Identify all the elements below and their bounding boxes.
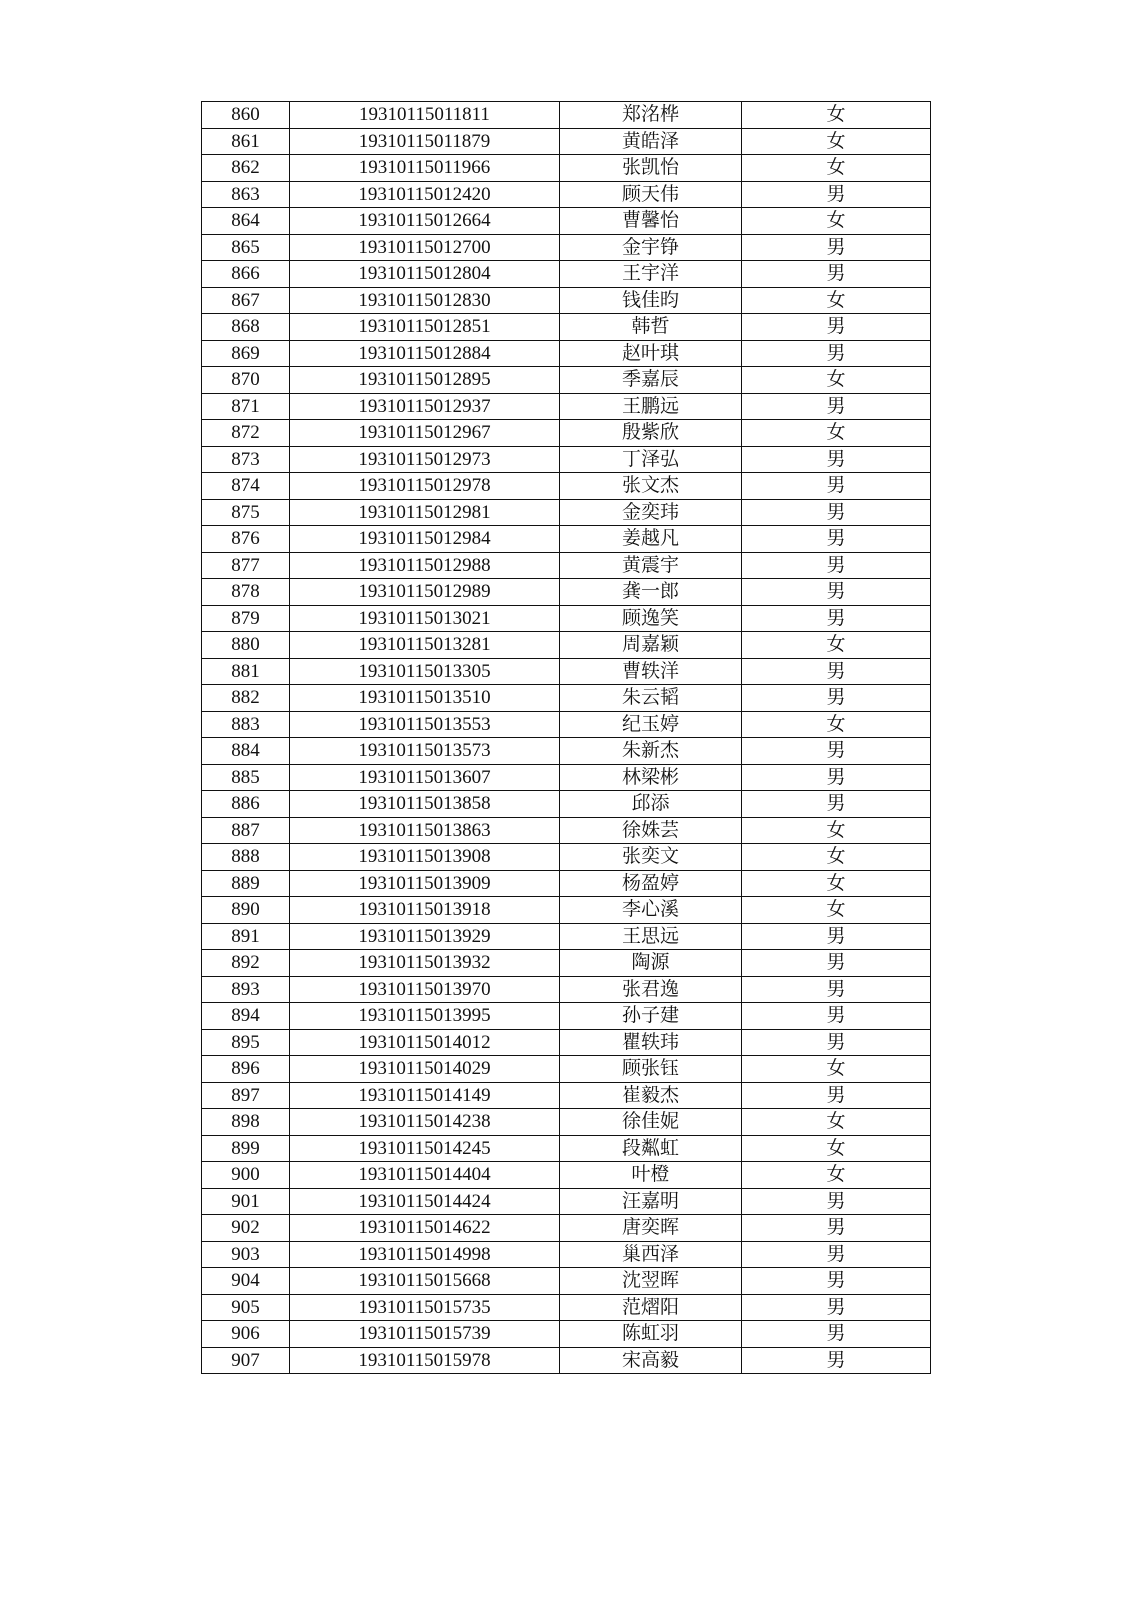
seq-cell: 895 (202, 1029, 290, 1056)
seq-cell: 877 (202, 552, 290, 579)
gender-cell: 男 (742, 976, 931, 1003)
exam-id-cell: 19310115013607 (290, 764, 560, 791)
name-cell: 季嘉辰 (560, 367, 742, 394)
seq-cell: 868 (202, 314, 290, 341)
table-row (202, 1241, 931, 1268)
exam-id-cell: 19310115012700 (290, 234, 560, 261)
seq-cell: 898 (202, 1109, 290, 1136)
table-row (202, 711, 931, 738)
table-row (202, 1135, 931, 1162)
exam-id-cell: 19310115012851 (290, 314, 560, 341)
table-row (202, 632, 931, 659)
table-row (202, 340, 931, 367)
gender-cell: 男 (742, 473, 931, 500)
gender-cell: 男 (742, 181, 931, 208)
exam-id-cell: 19310115013908 (290, 844, 560, 871)
seq-cell: 865 (202, 234, 290, 261)
name-cell: 钱佳昀 (560, 287, 742, 314)
name-cell: 王思远 (560, 923, 742, 950)
name-cell: 沈翌晖 (560, 1268, 742, 1295)
gender-cell: 男 (742, 552, 931, 579)
table-row (202, 526, 931, 553)
table-row (202, 1162, 931, 1189)
seq-cell: 875 (202, 499, 290, 526)
gender-cell: 男 (742, 950, 931, 977)
exam-id-cell: 19310115012988 (290, 552, 560, 579)
exam-id-cell: 19310115014238 (290, 1109, 560, 1136)
gender-cell: 男 (742, 658, 931, 685)
gender-cell: 女 (742, 102, 931, 129)
seq-cell: 897 (202, 1082, 290, 1109)
gender-cell: 女 (742, 1162, 931, 1189)
exam-id-cell: 19310115013918 (290, 897, 560, 924)
name-cell: 郑洺桦 (560, 102, 742, 129)
name-cell: 徐佳妮 (560, 1109, 742, 1136)
name-cell: 张凯怡 (560, 155, 742, 182)
exam-id-cell: 19310115013932 (290, 950, 560, 977)
exam-id-cell: 19310115012664 (290, 208, 560, 235)
table-row (202, 128, 931, 155)
gender-cell: 男 (742, 314, 931, 341)
exam-id-cell: 19310115013281 (290, 632, 560, 659)
seq-cell: 893 (202, 976, 290, 1003)
seq-cell: 906 (202, 1321, 290, 1348)
table-row (202, 287, 931, 314)
gender-cell: 男 (742, 1268, 931, 1295)
seq-cell: 892 (202, 950, 290, 977)
name-cell: 孙子建 (560, 1003, 742, 1030)
gender-cell: 男 (742, 1029, 931, 1056)
table-row (202, 367, 931, 394)
name-cell: 黄皓泽 (560, 128, 742, 155)
gender-cell: 男 (742, 499, 931, 526)
seq-cell: 896 (202, 1056, 290, 1083)
seq-cell: 904 (202, 1268, 290, 1295)
exam-id-cell: 19310115013995 (290, 1003, 560, 1030)
gender-cell: 男 (742, 1188, 931, 1215)
seq-cell: 861 (202, 128, 290, 155)
gender-cell: 女 (742, 1135, 931, 1162)
seq-cell: 864 (202, 208, 290, 235)
seq-cell: 881 (202, 658, 290, 685)
exam-id-cell: 19310115012978 (290, 473, 560, 500)
seq-cell: 866 (202, 261, 290, 288)
name-cell: 姜越凡 (560, 526, 742, 553)
student-roster-table (201, 101, 931, 1374)
seq-cell: 888 (202, 844, 290, 871)
exam-id-cell: 19310115014622 (290, 1215, 560, 1242)
table-row (202, 1056, 931, 1083)
table-row (202, 738, 931, 765)
name-cell: 金奕玮 (560, 499, 742, 526)
exam-id-cell: 19310115012973 (290, 446, 560, 473)
gender-cell: 男 (742, 605, 931, 632)
name-cell: 段粼虹 (560, 1135, 742, 1162)
seq-cell: 862 (202, 155, 290, 182)
gender-cell: 男 (742, 340, 931, 367)
table-row (202, 1109, 931, 1136)
table-row (202, 1347, 931, 1374)
table-row (202, 181, 931, 208)
exam-id-cell: 19310115011879 (290, 128, 560, 155)
seq-cell: 907 (202, 1347, 290, 1374)
seq-cell: 863 (202, 181, 290, 208)
table-row (202, 208, 931, 235)
exam-id-cell: 19310115015978 (290, 1347, 560, 1374)
gender-cell: 男 (742, 1082, 931, 1109)
name-cell: 张君逸 (560, 976, 742, 1003)
exam-id-cell: 19310115014245 (290, 1135, 560, 1162)
gender-cell: 男 (742, 526, 931, 553)
table-row (202, 658, 931, 685)
table-row (202, 102, 931, 129)
table-row (202, 420, 931, 447)
name-cell: 陶源 (560, 950, 742, 977)
seq-cell: 885 (202, 764, 290, 791)
exam-id-cell: 19310115013970 (290, 976, 560, 1003)
name-cell: 金宇铮 (560, 234, 742, 261)
exam-id-cell: 19310115014424 (290, 1188, 560, 1215)
gender-cell: 男 (742, 393, 931, 420)
name-cell: 王鹏远 (560, 393, 742, 420)
table-row (202, 764, 931, 791)
table-row (202, 314, 931, 341)
exam-id-cell: 19310115012830 (290, 287, 560, 314)
gender-cell: 男 (742, 446, 931, 473)
gender-cell: 女 (742, 1056, 931, 1083)
gender-cell: 男 (742, 923, 931, 950)
table-row (202, 844, 931, 871)
seq-cell: 903 (202, 1241, 290, 1268)
table-row (202, 552, 931, 579)
seq-cell: 882 (202, 685, 290, 712)
table-row (202, 923, 931, 950)
name-cell: 顾张钰 (560, 1056, 742, 1083)
table-row (202, 261, 931, 288)
table-row (202, 1188, 931, 1215)
seq-cell: 899 (202, 1135, 290, 1162)
gender-cell: 女 (742, 1109, 931, 1136)
exam-id-cell: 19310115012937 (290, 393, 560, 420)
exam-id-cell: 19310115013863 (290, 817, 560, 844)
seq-cell: 886 (202, 791, 290, 818)
exam-id-cell: 19310115013858 (290, 791, 560, 818)
exam-id-cell: 19310115013929 (290, 923, 560, 950)
name-cell: 瞿轶玮 (560, 1029, 742, 1056)
table-row (202, 791, 931, 818)
seq-cell: 870 (202, 367, 290, 394)
table-row (202, 1082, 931, 1109)
gender-cell: 女 (742, 155, 931, 182)
gender-cell: 女 (742, 844, 931, 871)
seq-cell: 871 (202, 393, 290, 420)
gender-cell: 女 (742, 208, 931, 235)
table-row (202, 1268, 931, 1295)
name-cell: 唐奕晖 (560, 1215, 742, 1242)
name-cell: 黄震宇 (560, 552, 742, 579)
name-cell: 陈虹羽 (560, 1321, 742, 1348)
table-row (202, 870, 931, 897)
name-cell: 顾逸笑 (560, 605, 742, 632)
seq-cell: 894 (202, 1003, 290, 1030)
gender-cell: 男 (742, 1321, 931, 1348)
exam-id-cell: 19310115012895 (290, 367, 560, 394)
seq-cell: 867 (202, 287, 290, 314)
table-row (202, 234, 931, 261)
seq-cell: 883 (202, 711, 290, 738)
gender-cell: 女 (742, 128, 931, 155)
exam-id-cell: 19310115013553 (290, 711, 560, 738)
seq-cell: 872 (202, 420, 290, 447)
table-row (202, 473, 931, 500)
name-cell: 徐姝芸 (560, 817, 742, 844)
exam-id-cell: 19310115013573 (290, 738, 560, 765)
name-cell: 汪嘉明 (560, 1188, 742, 1215)
exam-id-cell: 19310115013021 (290, 605, 560, 632)
exam-id-cell: 19310115014029 (290, 1056, 560, 1083)
name-cell: 李心溪 (560, 897, 742, 924)
table-row (202, 976, 931, 1003)
table-row (202, 1294, 931, 1321)
name-cell: 崔毅杰 (560, 1082, 742, 1109)
table-row (202, 897, 931, 924)
seq-cell: 880 (202, 632, 290, 659)
seq-cell: 869 (202, 340, 290, 367)
gender-cell: 男 (742, 738, 931, 765)
seq-cell: 889 (202, 870, 290, 897)
exam-id-cell: 19310115011811 (290, 102, 560, 129)
name-cell: 周嘉颖 (560, 632, 742, 659)
name-cell: 王宇洋 (560, 261, 742, 288)
gender-cell: 男 (742, 685, 931, 712)
seq-cell: 905 (202, 1294, 290, 1321)
seq-cell: 873 (202, 446, 290, 473)
seq-cell: 902 (202, 1215, 290, 1242)
exam-id-cell: 19310115012981 (290, 499, 560, 526)
name-cell: 朱云韬 (560, 685, 742, 712)
table-row (202, 579, 931, 606)
exam-id-cell: 19310115011966 (290, 155, 560, 182)
table-row (202, 393, 931, 420)
seq-cell: 884 (202, 738, 290, 765)
roster-body (202, 102, 931, 1374)
gender-cell: 男 (742, 764, 931, 791)
gender-cell: 男 (742, 1003, 931, 1030)
name-cell: 纪玉婷 (560, 711, 742, 738)
table-row (202, 1215, 931, 1242)
gender-cell: 女 (742, 420, 931, 447)
exam-id-cell: 19310115012989 (290, 579, 560, 606)
table-row (202, 155, 931, 182)
gender-cell: 男 (742, 261, 931, 288)
exam-id-cell: 19310115012420 (290, 181, 560, 208)
name-cell: 叶橙 (560, 1162, 742, 1189)
table-row (202, 446, 931, 473)
table-row (202, 950, 931, 977)
gender-cell: 男 (742, 1347, 931, 1374)
name-cell: 杨盈婷 (560, 870, 742, 897)
exam-id-cell: 19310115013909 (290, 870, 560, 897)
name-cell: 顾天伟 (560, 181, 742, 208)
name-cell: 朱新杰 (560, 738, 742, 765)
seq-cell: 874 (202, 473, 290, 500)
name-cell: 曹轶洋 (560, 658, 742, 685)
gender-cell: 男 (742, 1241, 931, 1268)
seq-cell: 860 (202, 102, 290, 129)
gender-cell: 女 (742, 817, 931, 844)
table-row (202, 1321, 931, 1348)
gender-cell: 男 (742, 791, 931, 818)
exam-id-cell: 19310115012884 (290, 340, 560, 367)
gender-cell: 男 (742, 1215, 931, 1242)
gender-cell: 女 (742, 287, 931, 314)
exam-id-cell: 19310115015735 (290, 1294, 560, 1321)
gender-cell: 男 (742, 234, 931, 261)
name-cell: 宋高毅 (560, 1347, 742, 1374)
table-row (202, 1029, 931, 1056)
table-row (202, 1003, 931, 1030)
seq-cell: 887 (202, 817, 290, 844)
table-row (202, 605, 931, 632)
name-cell: 邱添 (560, 791, 742, 818)
name-cell: 韩哲 (560, 314, 742, 341)
name-cell: 赵叶琪 (560, 340, 742, 367)
name-cell: 丁泽弘 (560, 446, 742, 473)
exam-id-cell: 19310115015739 (290, 1321, 560, 1348)
seq-cell: 890 (202, 897, 290, 924)
seq-cell: 879 (202, 605, 290, 632)
seq-cell: 878 (202, 579, 290, 606)
gender-cell: 男 (742, 579, 931, 606)
gender-cell: 女 (742, 711, 931, 738)
seq-cell: 900 (202, 1162, 290, 1189)
exam-id-cell: 19310115014404 (290, 1162, 560, 1189)
table-row (202, 499, 931, 526)
table-row (202, 685, 931, 712)
seq-cell: 876 (202, 526, 290, 553)
seq-cell: 891 (202, 923, 290, 950)
name-cell: 龚一郎 (560, 579, 742, 606)
gender-cell: 女 (742, 367, 931, 394)
table-row (202, 817, 931, 844)
exam-id-cell: 19310115015668 (290, 1268, 560, 1295)
exam-id-cell: 19310115013305 (290, 658, 560, 685)
exam-id-cell: 19310115014998 (290, 1241, 560, 1268)
name-cell: 殷紫欣 (560, 420, 742, 447)
name-cell: 张文杰 (560, 473, 742, 500)
seq-cell: 901 (202, 1188, 290, 1215)
exam-id-cell: 19310115013510 (290, 685, 560, 712)
exam-id-cell: 19310115014012 (290, 1029, 560, 1056)
gender-cell: 女 (742, 897, 931, 924)
gender-cell: 女 (742, 870, 931, 897)
exam-id-cell: 19310115014149 (290, 1082, 560, 1109)
exam-id-cell: 19310115012804 (290, 261, 560, 288)
exam-id-cell: 19310115012984 (290, 526, 560, 553)
name-cell: 张奕文 (560, 844, 742, 871)
gender-cell: 女 (742, 632, 931, 659)
name-cell: 林梁彬 (560, 764, 742, 791)
name-cell: 巢西泽 (560, 1241, 742, 1268)
name-cell: 范熠阳 (560, 1294, 742, 1321)
gender-cell: 男 (742, 1294, 931, 1321)
exam-id-cell: 19310115012967 (290, 420, 560, 447)
name-cell: 曹馨怡 (560, 208, 742, 235)
